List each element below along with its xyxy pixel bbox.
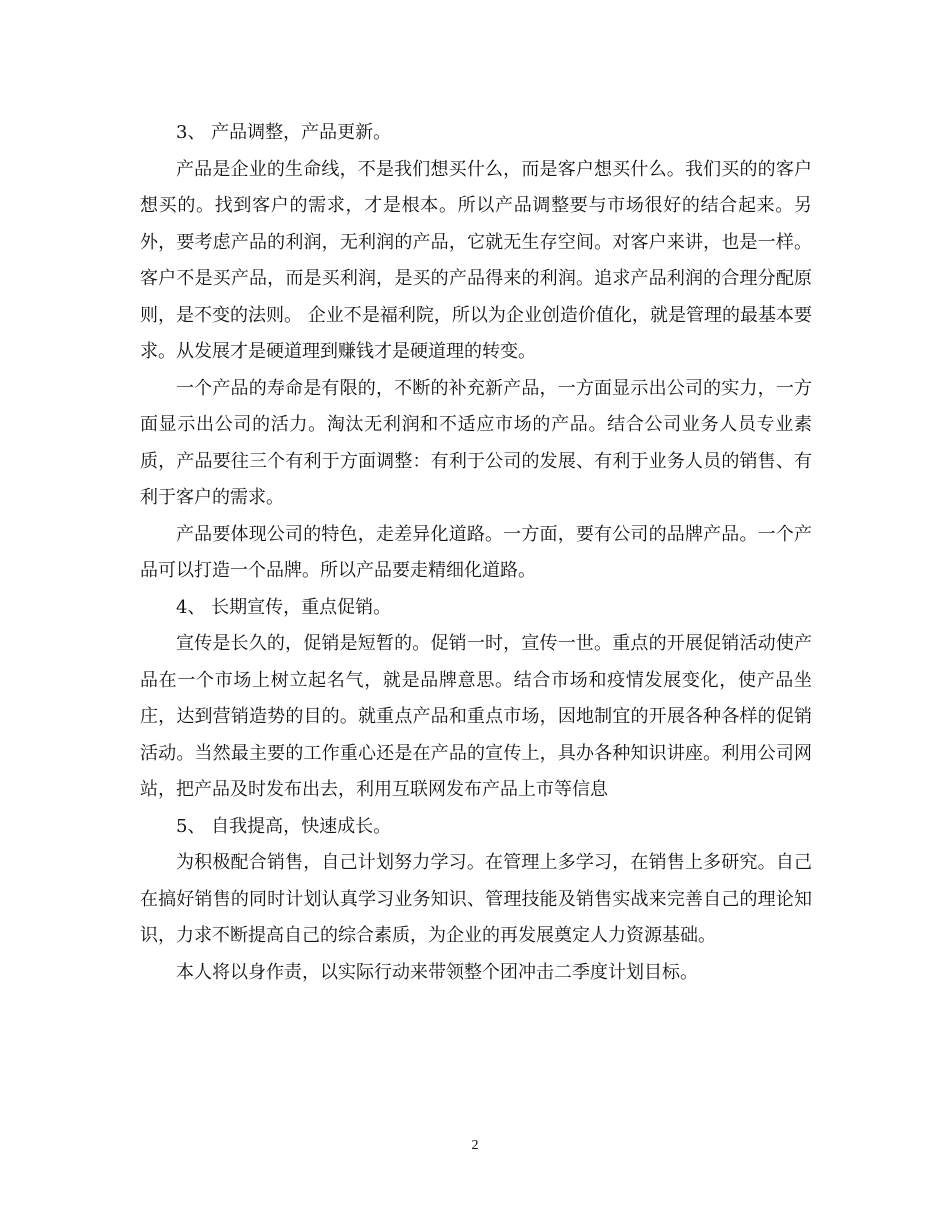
section-heading-product-adjustment: 3、 产品调整，产品更新。 [176,122,392,143]
paragraph-product-lifespan: 一个产品的寿命是有限的，不断的补充新产品，一方面显示出公司的实力，一方面显示出公司的活力。淘汰无利润和不适应市场的产品。结合公司业务人员专业素质，产品要往三个有利于方面调整：有利于公司的发展、有利于业务人员的销售、有利于客户的需求。 [140,377,812,508]
page-number: 2 [471,1138,479,1153]
paragraph-self-improvement: 为积极配合销售，自己计划努力学习。在管理上多学习，在销售上多研究。自己在搞好销售的同时计划认真学习业务知识、管理技能及销售实战来完善自己的理论知识，力求不断提高自己的综合素质，为企业的再发展奠定人力资源基础。 [140,852,812,946]
document-body [140,115,812,991]
paragraph-closing: 本人将以身作责，以实际行动来带领整个团冲击二季度计划目标。 [176,961,698,983]
paragraph-promotion: 宣传是长久的，促销是短暂的。促销一时，宣传一世。重点的开展促销活动使产品在一个市场上树立起名气，就是品牌意思。结合市场和疫情发展变化，使产品坐庄，达到营销造势的目的。就重点产品和重点市场，因地制宜的开展各种各样的促销活动。当然最主要的工作重心还是在产品的宣传上，具办各种知识讲座。利用公司网站，把产品及时发布出去，利用互联网发布产品上市等信息 [140,633,812,800]
paragraph-product-differentiation: 产品要体现公司的特色，走差异化道路。一方面，要有公司的品牌产品。一个产品可以打造一个品牌。所以产品要走精细化道路。 [140,523,812,581]
paragraph-product-lifeline: 产品是企业的生命线，不是我们想买什么，而是客户想买什么。我们买的的客户想买的。找到客户的需求，才是根本。所以产品调整要与市场很好的结合起来。另外，要考虑产品的利润，无利润的产品，它就无生存空间。对客户来讲，也是一样。客户不是买产品，而是买利润，是买的产品得来的利润。追求产品利润的合理分配原则，是不变的法则。 企业不是福利院，所以为企业创造价值化，就是管理的最基本要求。从发展才是硬道理到赚钱才是硬道理的转变。 [140,158,812,362]
section-heading-promotion: 4、 长期宣传，重点促销。 [176,596,392,618]
section-heading-self-improvement: 5、 自我提高，快速成长。 [176,815,392,837]
